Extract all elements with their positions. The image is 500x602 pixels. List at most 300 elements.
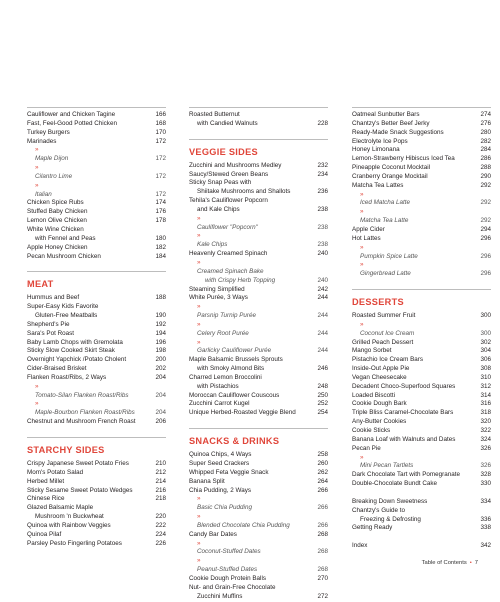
entry-page-number: 246 — [317, 365, 328, 373]
toc-entry[interactable] — [189, 531, 328, 540]
entry-title: Breaking Down Sweetness — [352, 497, 428, 505]
toc-entry[interactable] — [352, 507, 491, 525]
toc-entry[interactable] — [352, 339, 491, 348]
entry-title: Index — [352, 542, 368, 550]
entry-title: Banana Loaf with Walnuts and Dates — [352, 435, 456, 443]
toc-entry[interactable] — [352, 312, 491, 321]
entry-title: Lemon Olive Chicken — [27, 217, 87, 225]
entry-title: Pineapple Coconut Mocktail — [352, 164, 431, 172]
entry-title: Cauliflower and Chicken Tagine — [27, 111, 116, 118]
entry-title: » Mini Pecan Tartlets — [352, 454, 476, 472]
toc-entry[interactable] — [27, 418, 166, 427]
entry-title: Zucchini Carrot Kugel — [189, 400, 250, 408]
toc-entry[interactable] — [352, 120, 491, 129]
toc-entry[interactable] — [27, 226, 166, 244]
entry-title: Crispy Japanese Sweet Potato Fries — [27, 460, 129, 467]
entry-title: Overnight Yapchick /Potato Cholent — [27, 356, 127, 364]
entry-title: Grilled Peach Dessert — [352, 338, 414, 346]
entry-title: » Matcha Tea Latte — [352, 208, 476, 226]
entry-title: » Iced Matcha Latte — [352, 191, 476, 209]
entry-page-number: 242 — [317, 285, 328, 293]
entry-page-number: 316 — [480, 400, 491, 408]
entry-title: Any-Butter Cookies — [352, 418, 407, 426]
entry-title: Cookie Sticks — [352, 427, 391, 434]
toc-entry[interactable] — [352, 400, 491, 409]
toc-entry[interactable] — [352, 427, 491, 436]
entry-page-number: 300 — [480, 329, 491, 337]
entry-page-number: 210 — [155, 460, 166, 467]
entry-title: Chia Pudding, 2 Ways — [189, 486, 252, 494]
toc-entry[interactable] — [189, 197, 328, 215]
toc-entry[interactable] — [27, 138, 166, 147]
entry-page-number: 260 — [317, 460, 328, 467]
entry-page-number: 320 — [480, 418, 491, 426]
toc-entry[interactable] — [189, 374, 328, 392]
entry-page-number: 228 — [317, 119, 328, 127]
entry-page-number: 258 — [317, 451, 328, 459]
entry-page-number: 302 — [480, 338, 491, 346]
toc-subentry[interactable] — [352, 244, 491, 262]
entry-title: Apple Cider — [352, 225, 385, 233]
entry-title: Pecan Pie — [352, 444, 381, 452]
entry-page-number: 244 — [317, 312, 328, 320]
entry-page-number: 238 — [317, 223, 328, 231]
entry-page-number: 324 — [480, 435, 491, 443]
toc-entry[interactable] — [189, 451, 328, 460]
toc-entry[interactable] — [352, 471, 491, 480]
toc-entry[interactable] — [27, 208, 166, 217]
entry-title: Loaded Biscotti — [352, 391, 396, 399]
toc-subentry[interactable] — [352, 454, 491, 472]
entry-title: Chinese Rice — [27, 495, 65, 503]
entry-title: Herbed Millet — [27, 477, 65, 485]
entry-title: Saucy/Stewed Green Beans — [189, 170, 269, 178]
toc-subentry[interactable] — [189, 321, 328, 339]
toc-entry[interactable] — [352, 480, 491, 489]
entry-page-number: 280 — [480, 128, 491, 136]
entry-title: » Cilantro Lime — [27, 164, 151, 182]
entry-title: Unique Herbed-Roasted Veggie Blend — [189, 409, 296, 417]
entry-title: Whipped Feta Veggie Snack — [189, 468, 269, 476]
toc-entry[interactable] — [27, 294, 166, 303]
entry-page-number: 326 — [480, 462, 491, 470]
entry-title: Maple Balsamic Brussels Sprouts with Smoky Almond Bits — [189, 356, 283, 373]
entry-title: » Coconut Ice Cream — [352, 321, 476, 339]
entry-title: Sticky Snap Peas with Shiitake Mushrooms and Shallots — [189, 179, 291, 196]
toc-entry[interactable] — [189, 250, 328, 259]
toc-entry[interactable] — [352, 235, 491, 244]
entry-title: » Cauliflower "Popcorn" — [189, 215, 313, 233]
entry-page-number: 268 — [317, 548, 328, 556]
toc-entry[interactable] — [27, 253, 166, 262]
entry-page-number: 192 — [155, 320, 166, 328]
toc-entry[interactable] — [189, 409, 328, 418]
entry-page-number: 266 — [317, 486, 328, 494]
toc-entry[interactable] — [189, 286, 328, 295]
toc-subentry[interactable] — [27, 146, 166, 164]
entry-page-number: 292 — [480, 217, 491, 225]
entry-title: » Garlicky Cauliflower Purée — [189, 339, 313, 357]
toc-entry[interactable] — [189, 162, 328, 171]
toc-entry[interactable] — [352, 365, 491, 374]
entry-title: Chantzy's Better Beef Jerky — [352, 119, 430, 127]
toc-entry[interactable] — [27, 487, 166, 496]
toc-column-3 — [352, 107, 491, 551]
entry-title: Double-Chocolate Bundt Cake — [352, 480, 438, 488]
entry-title: Banana Split — [189, 477, 225, 485]
entry-title: » Peanut-Stuffed Dates — [189, 557, 313, 575]
entry-title: » Maple Dijon — [27, 146, 151, 164]
entry-page-number: 276 — [480, 119, 491, 127]
entry-title: » Italian — [27, 182, 151, 200]
toc-entry[interactable] — [352, 356, 491, 365]
entry-title: Parsley Pesto Fingerling Potatoes — [27, 539, 122, 547]
toc-subentry[interactable] — [352, 208, 491, 226]
entry-page-number: 236 — [317, 188, 328, 196]
toc-entry[interactable] — [352, 392, 491, 401]
toc-subentry[interactable] — [189, 339, 328, 357]
entry-page-number: 232 — [317, 161, 328, 169]
entry-page-number: 312 — [480, 382, 491, 390]
entry-page-number: 204 — [155, 409, 166, 417]
entry-page-number: 288 — [480, 164, 491, 172]
toc-entry[interactable] — [189, 111, 328, 129]
footer-separator: • — [469, 560, 472, 566]
entry-title: Hot Lattes — [352, 234, 381, 242]
entry-page-number: 180 — [155, 234, 166, 242]
entry-page-number: 250 — [317, 391, 328, 399]
toc-entry[interactable] — [27, 330, 166, 339]
column-top-rule — [27, 107, 166, 108]
toc-entry[interactable] — [27, 347, 166, 356]
section-heading: STARCHY SIDES — [27, 437, 166, 455]
toc-entry[interactable] — [189, 469, 328, 478]
entry-page-number: 290 — [480, 172, 491, 180]
entry-title: Cookie Dough Bark — [352, 400, 407, 408]
toc-entry[interactable] — [27, 522, 166, 531]
footer-label: Table of Contents — [421, 560, 467, 566]
entry-page-number: 330 — [480, 480, 491, 488]
entry-page-number: 240 — [317, 250, 328, 258]
entry-title: Turkey Burgers — [27, 128, 70, 136]
entry-page-number: 284 — [480, 146, 491, 154]
entry-title: Hummus and Beef — [27, 294, 80, 302]
toc-entry[interactable] — [27, 120, 166, 129]
entry-title: » Coconut-Stuffed Dates — [189, 540, 313, 558]
entry-title: » Gingerbread Latte — [352, 261, 476, 279]
toc-entry[interactable] — [27, 540, 166, 549]
entry-page-number: 170 — [155, 128, 166, 136]
entry-title: Mom's Potato Salad — [27, 468, 84, 476]
entry-title: » Blended Chocolate Chia Pudding — [189, 513, 313, 531]
entry-page-number: 342 — [480, 542, 491, 550]
entry-title: » Basic Chia Pudding — [189, 495, 313, 513]
toc-subentry[interactable] — [27, 182, 166, 200]
entry-page-number: 244 — [317, 294, 328, 302]
entry-title: Sticky Sesame Sweet Potato Wedges — [27, 486, 133, 494]
entry-page-number: 172 — [155, 190, 166, 198]
entry-page-number: 190 — [155, 312, 166, 320]
entry-page-number: 306 — [480, 356, 491, 364]
entry-page-number: 216 — [155, 486, 166, 494]
entry-title: Pecan Mushroom Chicken — [27, 252, 101, 260]
entry-title: Triple Bliss Caramel-Chocolate Bars — [352, 409, 454, 417]
entry-page-number: 188 — [155, 294, 166, 302]
toc-subentry[interactable] — [189, 513, 328, 531]
toc-subentry[interactable] — [189, 215, 328, 233]
entry-page-number: 254 — [317, 409, 328, 417]
entry-page-number: 194 — [155, 329, 166, 337]
entry-page-number: 234 — [317, 170, 328, 178]
entry-page-number: 182 — [155, 243, 166, 251]
toc-entry[interactable] — [352, 542, 491, 551]
entry-page-number: 308 — [480, 365, 491, 373]
column-top-rule — [189, 107, 328, 108]
toc-entry[interactable] — [27, 365, 166, 374]
entry-page-number: 172 — [155, 155, 166, 163]
entry-page-number: 266 — [317, 521, 328, 529]
entry-title: Charred Lemon Broccolini with Pistachios — [189, 373, 262, 390]
entry-page-number: 248 — [317, 382, 328, 390]
toc-entry[interactable] — [352, 111, 491, 120]
toc-entry[interactable] — [27, 217, 166, 226]
entry-page-number: 244 — [317, 329, 328, 337]
entry-title: Chestnut and Mushroom French Roast — [27, 418, 136, 426]
entry-title: White Purée, 3 Ways — [189, 294, 248, 302]
entry-title: Matcha Tea Lattes — [352, 181, 404, 189]
entry-title: » Creamed Spinach Bake with Crispy Herb Topping — [189, 259, 313, 286]
entry-title: Quinoa with Rainbow Veggies — [27, 521, 111, 529]
entry-page-number: 224 — [155, 530, 166, 538]
toc-entry[interactable] — [352, 524, 491, 533]
toc-entry[interactable] — [352, 146, 491, 155]
entry-page-number: 264 — [317, 477, 328, 485]
entry-page-number: 292 — [480, 181, 491, 189]
entry-title: Moroccan Cauliflower Couscous — [189, 391, 280, 399]
toc-entry[interactable] — [352, 226, 491, 235]
toc-entry[interactable] — [189, 584, 328, 602]
entry-title: Cranberry Orange Mocktail — [352, 172, 428, 180]
entry-page-number: 166 — [155, 111, 166, 118]
toc-entry[interactable] — [27, 478, 166, 487]
section-heading: VEGGIE SIDES — [189, 139, 328, 157]
toc-entry[interactable] — [352, 498, 491, 507]
toc-entry[interactable] — [27, 504, 166, 522]
toc-entry[interactable] — [352, 347, 491, 356]
toc-entry[interactable] — [352, 182, 491, 191]
toc-entry[interactable] — [189, 294, 328, 303]
entry-title: Baby Lamb Chops with Gremolata — [27, 338, 123, 346]
entry-title: Marinades — [27, 137, 57, 145]
entry-title: Decadent Choco-Superfood Squares — [352, 382, 456, 390]
entry-page-number: 174 — [155, 199, 166, 207]
toc-entry[interactable] — [27, 460, 166, 469]
toc-entry[interactable] — [27, 199, 166, 208]
entry-title: Steaming Simplified — [189, 285, 245, 293]
entry-page-number: 296 — [480, 270, 491, 278]
entry-page-number: 328 — [480, 471, 491, 479]
entry-title: Getting Ready — [352, 524, 393, 532]
entry-title: Heavenly Creamed Spinach — [189, 250, 268, 258]
entry-page-number: 222 — [155, 521, 166, 529]
toc-entry[interactable] — [189, 487, 328, 496]
toc-subentry[interactable] — [352, 321, 491, 339]
toc-entry[interactable] — [352, 138, 491, 147]
toc-entry[interactable] — [189, 400, 328, 409]
entry-page-number: 296 — [480, 252, 491, 260]
entry-title: Stuffed Baby Chicken — [27, 208, 88, 216]
entry-title: Sticky Slow Cooked Skirt Steak — [27, 347, 115, 355]
entry-page-number: 334 — [480, 497, 491, 505]
entry-title: Chicken Spice Rubs — [27, 199, 84, 207]
section-heading: SNACKS & DRINKS — [189, 428, 328, 446]
entry-page-number: 178 — [155, 217, 166, 225]
entry-page-number: 294 — [480, 225, 491, 233]
entry-title: Candy Bar Dates — [189, 530, 237, 538]
toc-entry[interactable] — [352, 155, 491, 164]
entry-title: Inside-Out Apple Pie — [352, 365, 410, 373]
toc-entry[interactable] — [27, 321, 166, 330]
toc-subentry[interactable] — [27, 164, 166, 182]
entry-title: Chantzy's Guide to Freezing & Defrosting — [352, 506, 421, 523]
toc-entry[interactable] — [189, 356, 328, 374]
toc-subentry[interactable] — [352, 191, 491, 209]
entry-title: Fast, Feel-Good Potted Chicken — [27, 119, 117, 127]
entry-title: White Wine Chicken with Fennel and Peas — [27, 225, 96, 242]
toc-entry[interactable] — [27, 495, 166, 504]
toc-column-1 — [27, 107, 166, 548]
toc-entry[interactable] — [27, 356, 166, 365]
entry-page-number: 336 — [480, 515, 491, 523]
toc-entry[interactable] — [27, 303, 166, 321]
entry-page-number: 300 — [480, 312, 491, 320]
toc-entry[interactable] — [189, 171, 328, 180]
entry-title: Glazed Balsamic Maple Mushroom 'n Buckwheat — [27, 504, 104, 521]
toc-entry[interactable] — [189, 392, 328, 401]
entry-page-number: 172 — [155, 172, 166, 180]
entry-page-number: 314 — [480, 391, 491, 399]
toc-entry[interactable] — [352, 383, 491, 392]
toc-entry[interactable] — [27, 244, 166, 253]
toc-entry[interactable] — [189, 460, 328, 469]
entry-page-number: 326 — [480, 444, 491, 452]
entry-page-number: 266 — [317, 504, 328, 512]
toc-entry[interactable] — [352, 129, 491, 138]
entry-page-number: 204 — [155, 391, 166, 399]
entry-page-number: 196 — [155, 338, 166, 346]
toc-entry[interactable] — [27, 469, 166, 478]
toc-subentry[interactable] — [189, 495, 328, 513]
entry-page-number: 304 — [480, 347, 491, 355]
section-heading: MEAT — [27, 271, 166, 289]
entry-page-number: 268 — [317, 530, 328, 538]
entry-page-number: 262 — [317, 468, 328, 476]
entry-title: Oatmeal Sunbutter Bars — [352, 111, 420, 118]
toc-entry[interactable] — [352, 374, 491, 383]
entry-page-number: 168 — [155, 119, 166, 127]
entry-title: Lemon-Strawberry Hibiscus Iced Tea — [352, 155, 455, 163]
entry-page-number: 202 — [155, 365, 166, 373]
section-heading: DESSERTS — [352, 289, 491, 307]
entry-page-number: 318 — [480, 409, 491, 417]
toc-subentry[interactable] — [189, 232, 328, 250]
toc-entry[interactable] — [27, 111, 166, 120]
toc-subentry[interactable] — [352, 261, 491, 279]
entry-page-number: 214 — [155, 477, 166, 485]
entry-page-number: 270 — [317, 574, 328, 582]
toc-subentry[interactable] — [189, 259, 328, 286]
entry-page-number: 292 — [480, 199, 491, 207]
entry-page-number: 200 — [155, 356, 166, 364]
entry-title: Zucchini and Mushrooms Medley — [189, 161, 282, 169]
entry-title: Roasted Butternut with Candied Walnuts — [189, 111, 258, 127]
toc-entry[interactable] — [189, 575, 328, 584]
entry-page-number: 252 — [317, 400, 328, 408]
toc-entry[interactable] — [352, 409, 491, 418]
entry-page-number: 176 — [155, 208, 166, 216]
toc-entry[interactable] — [352, 445, 491, 454]
entry-title: Dark Chocolate Tart with Pomegranate — [352, 471, 461, 479]
entry-page-number: 274 — [480, 111, 491, 118]
toc-subentry[interactable] — [189, 557, 328, 575]
toc-column-2 — [189, 107, 328, 602]
toc-entry[interactable] — [352, 164, 491, 173]
entry-title: » Kale Chips — [189, 232, 313, 250]
entry-title: » Parsnip Turnip Purée — [189, 303, 313, 321]
entry-title: Super Seed Crackers — [189, 460, 250, 467]
toc-entry[interactable] — [27, 531, 166, 540]
entry-page-number: 226 — [155, 539, 166, 547]
toc-entry[interactable] — [189, 478, 328, 487]
entry-page-number: 238 — [317, 205, 328, 213]
entry-page-number: 184 — [155, 252, 166, 260]
entry-page-number: 282 — [480, 137, 491, 145]
toc-subentry[interactable] — [27, 400, 166, 418]
entry-page-number: 220 — [155, 513, 166, 521]
toc-entry[interactable] — [352, 436, 491, 445]
entry-page-number: 286 — [480, 155, 491, 163]
toc-subentry[interactable] — [189, 303, 328, 321]
entry-title: Cider-Braised Brisket — [27, 365, 87, 373]
entry-title: Electrolyte Ice Pops — [352, 137, 408, 145]
entry-page-number: 172 — [155, 137, 166, 145]
entry-page-number: 322 — [480, 427, 491, 434]
entry-title: Super-Easy Kids Favorite Gluten-Free Meatballs — [27, 303, 99, 320]
entry-title: Pistachio Ice Cream Bars — [352, 356, 424, 364]
toc-entry[interactable] — [27, 339, 166, 348]
toc-entry[interactable] — [27, 129, 166, 138]
entry-title: Shepherd's Pie — [27, 320, 70, 328]
toc-entry[interactable] — [352, 418, 491, 427]
entry-title: Apple Honey Chicken — [27, 243, 88, 251]
entry-title: » Celery Root Purée — [189, 321, 313, 339]
toc-entry[interactable] — [189, 179, 328, 197]
entry-title: Mango Sorbet — [352, 347, 392, 355]
entry-page-number: 296 — [480, 234, 491, 242]
page-footer — [422, 560, 478, 566]
entry-page-number: 244 — [317, 347, 328, 355]
entry-title: Vegan Cheesecake — [352, 373, 407, 381]
footer-page-number: 7 — [474, 560, 478, 566]
toc-subentry[interactable] — [189, 540, 328, 558]
entry-page-number: 198 — [155, 347, 166, 355]
toc-entry[interactable] — [27, 374, 166, 383]
toc-entry[interactable] — [352, 173, 491, 182]
entry-title: » Tomato-Silan Flanken Roast/Ribs — [27, 383, 151, 401]
entry-title: » Pumpkin Spice Latte — [352, 244, 476, 262]
toc-subentry[interactable] — [27, 383, 166, 401]
entry-title: Sara's Pot Roast — [27, 329, 75, 337]
